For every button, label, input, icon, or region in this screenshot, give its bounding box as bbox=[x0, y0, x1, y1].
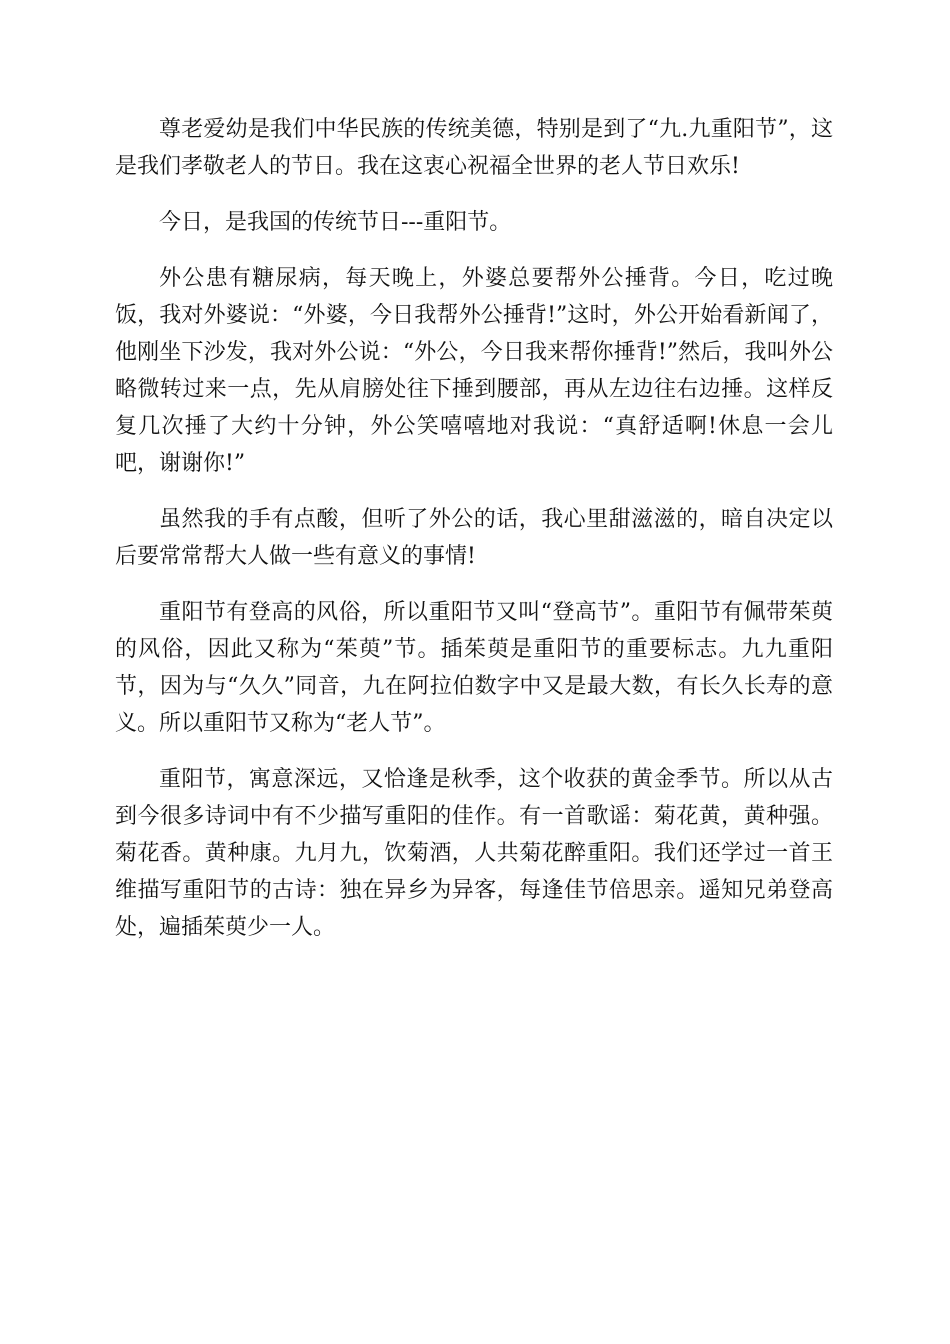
document-body bbox=[115, 111, 833, 965]
paragraph-today: 今日，是我国的传统节日---重阳节。 bbox=[159, 210, 512, 235]
paragraph-grandpa-back: 外公患有糖尿病，每天晚上，外婆总要帮外公捶背。今日，吃过晚饭，我对外婆说：“外婆，今日我帮外公捶背!”这时，外公开始看新闻了，他刚坐下沙发，我对外公说：“外公，今日我来帮你捶背!”然后，我叫外公略微转过来一点，先从肩膀处往下捶到腰部，再从左边往右边捶。这样反复几次捶了大约十分钟，外公笑嘻嘻地对我说：“真舒适啊!休息一会儿吧，谢谢你!” bbox=[115, 266, 833, 476]
paragraph-intro: 尊老爱幼是我们中华民族的传统美德，特别是到了“九.九重阳节”，这是我们孝敬老人的节日。我在这衷心祝福全世界的老人节日欢乐! bbox=[115, 117, 833, 179]
paragraph-customs: 重阳节有登高的风俗，所以重阳节又叫“登高节”。重阳节有佩带茱萸的风俗，因此又称为“茱萸”节。插茱萸是重阳节的重要标志。九九重阳节，因为与“久久”同音，九在阿拉伯数字中又是最大数，有长久长寿的意义。所以重阳节又称为“老人节”。 bbox=[115, 600, 833, 736]
paragraph-poems: 重阳节，寓意深远，又恰逢是秋季，这个收获的黄金季节。所以从古到今很多诗词中有不少描写重阳的佳作。有一首歌谣：菊花黄，黄种强。菊花香。黄种康。九月九，饮菊酒，人共菊花醉重阳。我们还学过一首王维描写重阳节的古诗：独在异乡为异客，每逢佳节倍思亲。遥知兄弟登高处，遍插茱萸少一人。 bbox=[115, 767, 833, 940]
paragraph-decision: 虽然我的手有点酸，但听了外公的话，我心里甜滋滋的，暗自决定以后要常常帮大人做一些有意义的事情! bbox=[115, 507, 833, 569]
